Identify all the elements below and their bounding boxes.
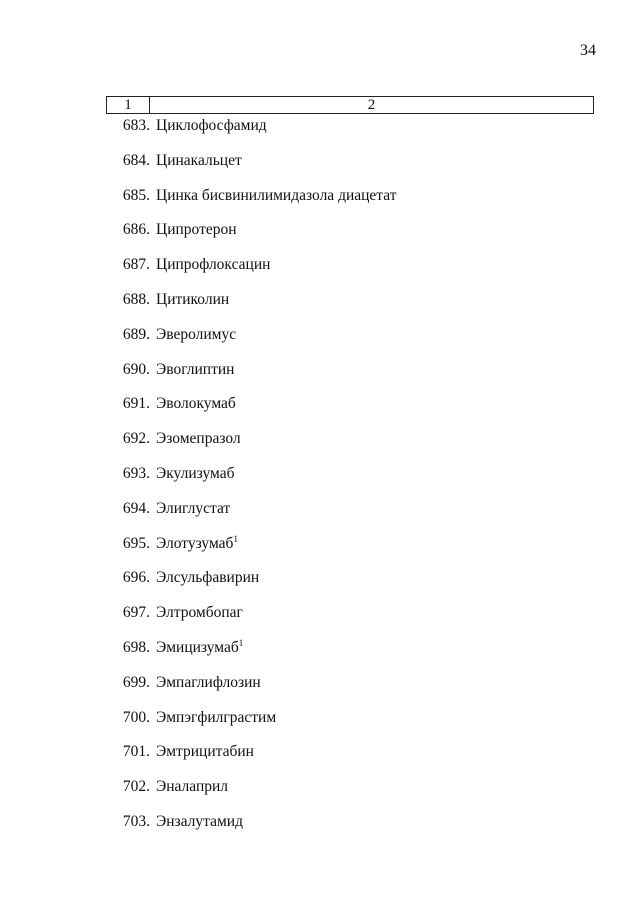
- table-row: [106, 184, 594, 219]
- row-number: 694.: [122, 499, 150, 517]
- drug-name: [156, 569, 259, 587]
- table-row: [106, 218, 594, 253]
- table-row: [106, 358, 594, 393]
- table-header: [106, 96, 594, 114]
- drug-name: [156, 291, 229, 309]
- column-header-1: 1: [107, 97, 150, 113]
- row-number: 691.: [122, 395, 150, 413]
- row-number: 703.: [122, 812, 150, 830]
- row-number: 685.: [122, 186, 150, 204]
- drug-name-text: Эмпэгфилграстим: [156, 708, 277, 726]
- drug-name: [156, 778, 228, 796]
- row-number: 692.: [122, 430, 150, 448]
- row-number: 693.: [122, 464, 150, 482]
- drug-name: [156, 639, 243, 657]
- row-number: 696.: [122, 569, 150, 587]
- drug-name-text: Элтромбопаг: [156, 604, 243, 622]
- table-row: [106, 392, 594, 427]
- drug-name-text: Экулизумаб: [156, 464, 235, 482]
- row-number: 686.: [122, 221, 150, 239]
- drug-name-text: Эмтрицитабин: [156, 743, 254, 761]
- drug-name: [156, 152, 242, 170]
- drug-name-text: Элсульфавирин: [156, 569, 260, 587]
- row-number: 701.: [122, 743, 150, 761]
- table-row: [106, 149, 594, 184]
- table-row: [106, 810, 594, 845]
- footnote-marker: 1: [238, 637, 244, 648]
- drug-name-text: Эволокумаб: [156, 395, 236, 413]
- drug-name: [156, 187, 397, 205]
- row-number: 687.: [122, 256, 150, 274]
- table-row: [106, 601, 594, 636]
- drug-name-text: Элотузумаб: [156, 534, 234, 552]
- table-row: [106, 323, 594, 358]
- table-row: [106, 462, 594, 497]
- table-row: [106, 671, 594, 706]
- row-number: 695.: [122, 534, 150, 552]
- drug-name: [156, 117, 267, 135]
- drug-list: [106, 114, 594, 845]
- table-row: [106, 532, 594, 567]
- drug-name: [156, 500, 230, 518]
- drug-name-text: Эмпаглифлозин: [156, 673, 261, 691]
- table-row: [106, 288, 594, 323]
- drug-name: [156, 361, 234, 379]
- row-number: 698.: [122, 638, 150, 656]
- drug-name-text: Эверолимус: [156, 325, 237, 343]
- drug-name-text: Эвоглиптин: [156, 360, 235, 378]
- drug-name: [156, 395, 236, 413]
- table-row: [106, 497, 594, 532]
- drug-name-text: Энзалутамид: [156, 812, 243, 830]
- drug-name: [156, 709, 276, 727]
- drug-name-text: Цинка бисвинилимидазола диацетат: [156, 186, 397, 204]
- drug-name-text: Эналаприл: [156, 778, 229, 796]
- table-row: [106, 706, 594, 741]
- drug-name-text: Цинакальцет: [156, 151, 242, 169]
- drug-name: [156, 326, 236, 344]
- table-row: [106, 566, 594, 601]
- drug-name: [156, 743, 254, 761]
- row-number: 700.: [122, 708, 150, 726]
- drug-name-text: Ципротерон: [156, 221, 237, 239]
- footnote-marker: 1: [233, 533, 238, 544]
- drug-name: [156, 674, 261, 692]
- row-number: 697.: [122, 604, 150, 622]
- table-row: [106, 427, 594, 462]
- drug-name-text: Цитиколин: [156, 290, 230, 308]
- row-number: 684.: [122, 151, 150, 169]
- row-number: 690.: [122, 360, 150, 378]
- table-row: [106, 740, 594, 775]
- table-row: [106, 253, 594, 288]
- row-number: 699.: [122, 673, 150, 691]
- drug-name-text: Элиглустат: [156, 499, 231, 517]
- drug-name: [156, 430, 241, 448]
- table-row: [106, 636, 594, 671]
- table-row: [106, 114, 594, 149]
- drug-name-text: Циклофосфамид: [156, 117, 267, 134]
- drug-name-text: Эмицизумаб: [156, 638, 239, 656]
- drug-name: [156, 813, 243, 831]
- column-header-2: 2: [367, 97, 376, 113]
- row-number: 688.: [122, 290, 150, 308]
- row-number: 683.: [122, 117, 150, 134]
- table-row: [106, 775, 594, 810]
- row-number: 689.: [122, 325, 150, 343]
- drug-name: [156, 465, 234, 483]
- drug-name-text: Эзомепразол: [156, 430, 241, 448]
- drug-name-text: Ципрофлоксацин: [156, 256, 271, 274]
- page-number: 34: [580, 42, 596, 59]
- drug-name: [156, 256, 270, 274]
- drug-name: [156, 221, 237, 239]
- row-number: 702.: [122, 778, 150, 796]
- drug-name: [156, 535, 238, 553]
- drug-name: [156, 604, 243, 622]
